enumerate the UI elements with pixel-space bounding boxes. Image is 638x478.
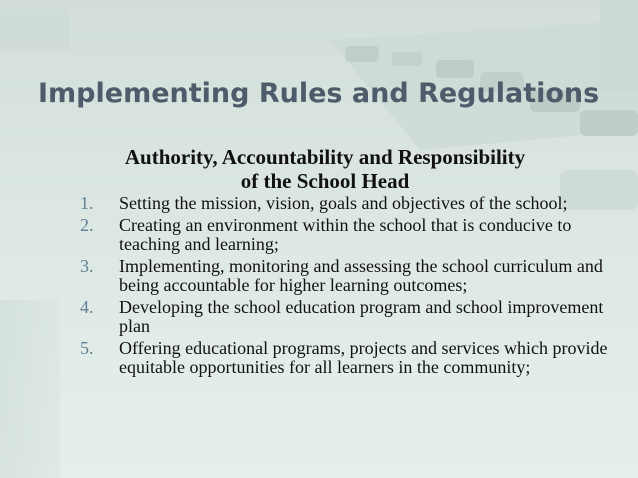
list-item-number: 4. (80, 296, 94, 317)
list-item-number: 2. (80, 214, 94, 235)
list-item-text: Setting the mission, vision, goals and objectives of the school; (119, 193, 568, 213)
list-item-text: Implementing, monitoring and assessing the school curriculum and being accountable for higher learning outcomes; (119, 255, 603, 295)
list-item-text: Creating an environment within the school that is conducive to teaching and learning; (119, 214, 572, 254)
list-item-text: Offering educational programs, projects and services which provide equitable opportunities for all learners in the community; (119, 337, 608, 377)
list-item-number: 3. (80, 255, 94, 276)
list-item (80, 216, 610, 255)
slide-subtitle (40, 145, 610, 193)
list-item (80, 339, 610, 378)
subtitle-line-1: Authority, Accountability and Responsibility (124, 145, 526, 169)
list-item-number: 1. (80, 193, 94, 213)
list-item (80, 194, 610, 214)
responsibility-list (80, 194, 610, 380)
subtitle-line-2: of the School Head (240, 169, 410, 193)
list-item-text: Developing the school education program and school improvement plan (119, 296, 604, 336)
list-item-number: 5. (80, 337, 94, 358)
list-item (80, 298, 610, 337)
list-item (80, 257, 610, 296)
slide-title: Implementing Rules and Regulations (38, 78, 600, 109)
